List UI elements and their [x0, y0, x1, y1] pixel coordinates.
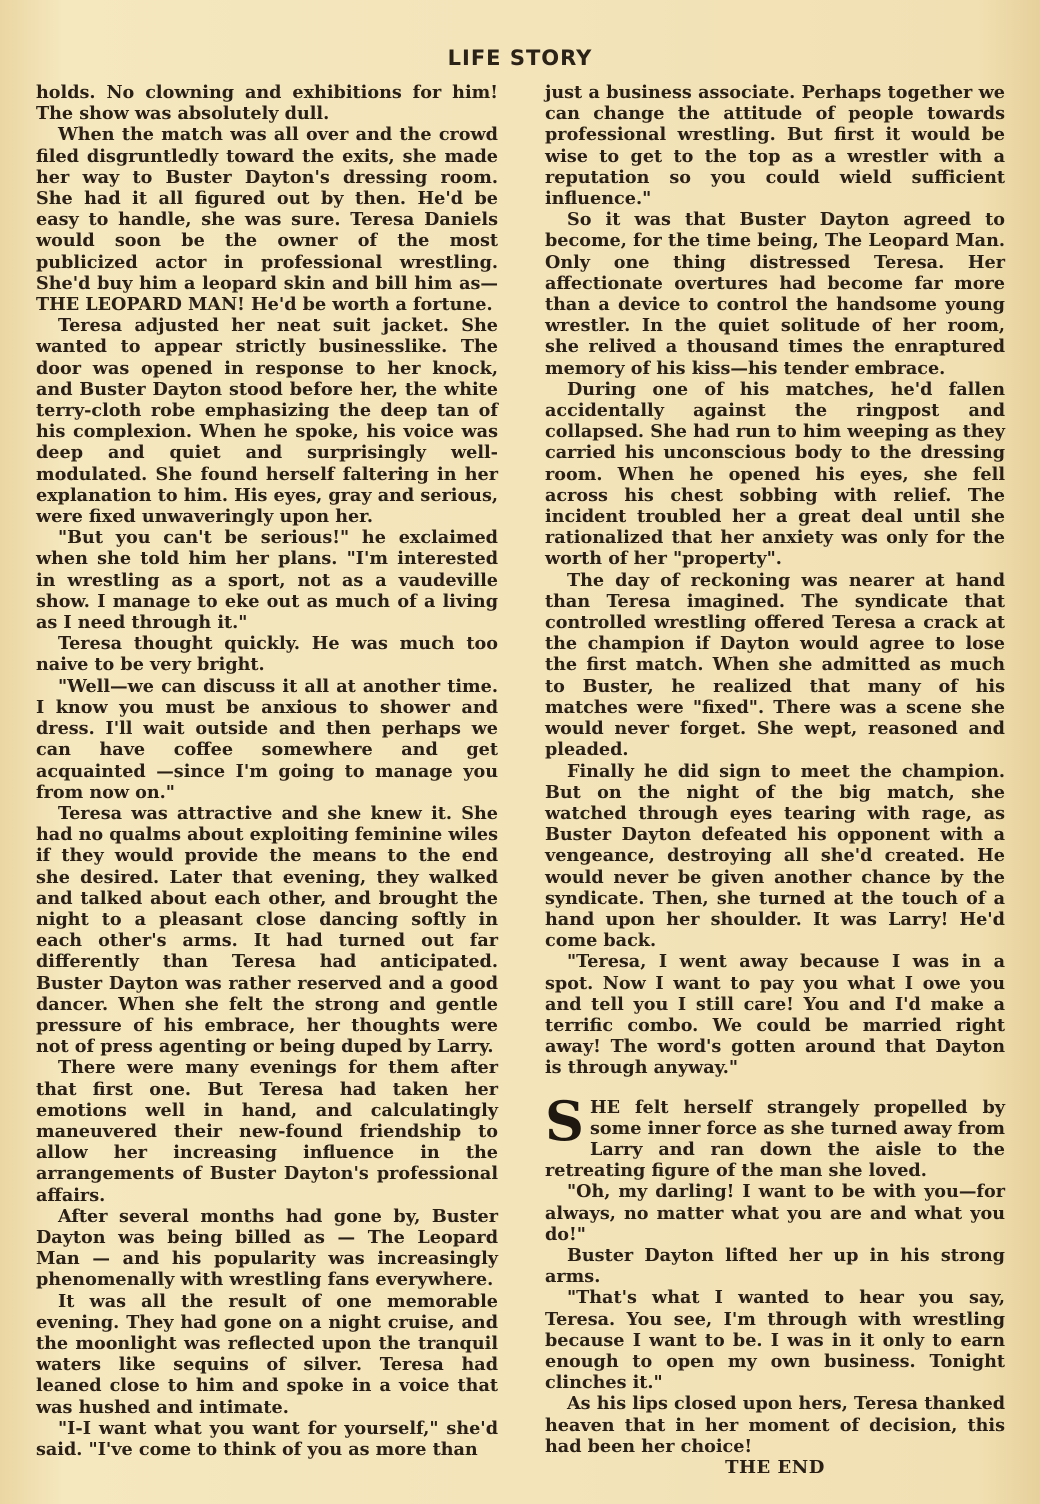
paragraph: There were many evenings for them after that first one. But Teresa had taken her emotions well in hand, and calculatingly maneuvered their new-found friendship to allow her increasing influence in the arrangements of Buster Dayton's professional affairs. [36, 1057, 498, 1206]
paragraph: "Well—we can discuss it all at another time. I know you must be anxious to shower and dress. I'll wait outside and then perhaps we can have coffee somewhere and get acquainted —since I'm going to manage you from now on." [36, 675, 498, 803]
paragraph: just a business associate. Perhaps together we can change the attitude of people towards professional wrestling. But first it would be wise to get to the top as a wrestler with a reputation so you could wield sufficient influence." [545, 82, 1005, 210]
paragraph: "Teresa, I went away because I was in a spot. Now I want to pay you what I owe you and tell you I still care! You and I'd make a terrific combo. We could be married right away! The word's gotten around that Dayton is through anyway." [545, 951, 1005, 1079]
paragraph: Teresa thought quickly. He was much too naive to be very bright. [36, 633, 498, 676]
paragraph: Finally he did sign to meet the champion. But on the night of the big match, she watched through eyes tearing with rage, as Buster Dayton defeated his opponent with a vengeance, destroying all she'd created. He would never be given another chance by the syndicate. Then, she turned at the touch of a hand upon her shoulder. It was Larry! He'd come back. [545, 760, 1005, 952]
paragraph: holds. No clowning and exhibitions for him! The show was absolutely dull. [36, 82, 498, 125]
paragraph: When the match was all over and the crowd filed disgruntledly toward the exits, she made her way to Buster Dayton's dressing room. She had it all figured out by then. He'd be easy to handle, she was sure. Teresa Daniels would soon be the owner of the most publicized actor in professional wrestling. She'd buy him a leopard skin and bill him as—THE LEOPARD MAN! He'd be worth a fortune. [36, 124, 498, 316]
paragraph: The day of reckoning was nearer at hand than Teresa imagined. The syndicate that controlled wrestling offered Teresa a crack at the champion if Dayton would agree to lose the first match. When she admitted as much to Buster, he realized that many of his matches were "fixed". There was a scene she would never forget. She wept, reasoned and pleaded. [545, 569, 1005, 761]
dropcap-paragraph [545, 1088, 1005, 1182]
dropcap-text: HE felt herself strangely propelled by some inner force as she turned away from Larry and ran down the aisle to the retreating figure of the man she loved. [545, 1096, 1005, 1182]
paragraph: "I-I want what you want for yourself," she'd said. "I've come to think of you as more than [36, 1417, 498, 1460]
paragraph: So it was that Buster Dayton agreed to become, for the time being, The Leopard Man. Only one thing distressed Teresa. Her affectionate overtures had become far more than a device to control the handsome young wrestler. In the quiet solitude of her room, she relived a thousand times the enraptured memory of his kiss—his tender embrace. [545, 209, 1005, 379]
paragraph: Buster Dayton lifted her up in his strong arms. [545, 1244, 1005, 1288]
paragraph: Teresa was attractive and she knew it. She had no qualms about exploiting feminine wiles if they would provide the means to the end she desired. Later that evening, they walked and talked about each other, and brought the night to a pleasant close dancing softly in each other's arms. It had turned out far differently than Teresa had anticipated. Buster Dayton was rather reserved and a good dancer. When she felt the strong and gentle pressure of his embrace, her thoughts were not of press agenting or being duped by Larry. [36, 802, 498, 1058]
running-header: LIFE STORY [447, 46, 593, 70]
paragraph: It was all the result of one memorable evening. They had gone on a night cruise, and the moonlight was reflected upon the tranquil waters like sequins of silver. Teresa had leaned close to him and spoke in a voice that was hushed and intimate. [36, 1290, 498, 1418]
paragraph: As his lips closed upon hers, Teresa thanked heaven that in her moment of decision, this had been her choice! [545, 1393, 1005, 1457]
paragraph: "That's what I wanted to hear you say, Teresa. You see, I'm through with wrestling because I want to be. I was in it only to earn enough to open my own business. Tonight clinches it." [545, 1287, 1005, 1394]
paragraph: "But you can't be serious!" he exclaimed when she told him her plans. "I'm interested in wrestling as a sport, not as a vaudeville show. I manage to eke out as much of a living as I need through it." [36, 527, 498, 634]
paragraph: During one of his matches, he'd fallen accidentally against the ringpost and collapsed. She had run to him weeping as they carried his unconscious body to the dressing room. When he opened his eyes, she fell across his chest sobbing with relief. The incident troubled her a great deal until she rationalized that her anxiety was only for the worth of her "property". [545, 378, 1005, 570]
left-column [36, 82, 498, 1460]
paragraph: Teresa adjusted her neat suit jacket. She wanted to appear strictly businesslike. The door was opened in response to her knock, and Buster Dayton stood before her, the white terry-cloth robe emphasizing the deep tan of his complexion. When he spoke, his voice was deep and quiet and surprisingly well-modulated. She found herself faltering in her explanation to him. His eyes, gray and serious, were fixed unwaveringly upon her. [36, 315, 498, 528]
paragraph: "Oh, my darling! I want to be with you—for always, no matter what you are and what you do!" [545, 1181, 1005, 1245]
the-end-label: THE END [725, 1457, 825, 1478]
paragraph: After several months had gone by, Buster Dayton was being billed as — The Leopard Man — and his popularity was increasingly phenomenally with wrestling fans everywhere. [36, 1205, 498, 1291]
drop-cap-letter: S [545, 1088, 584, 1153]
right-column [545, 82, 1005, 1478]
